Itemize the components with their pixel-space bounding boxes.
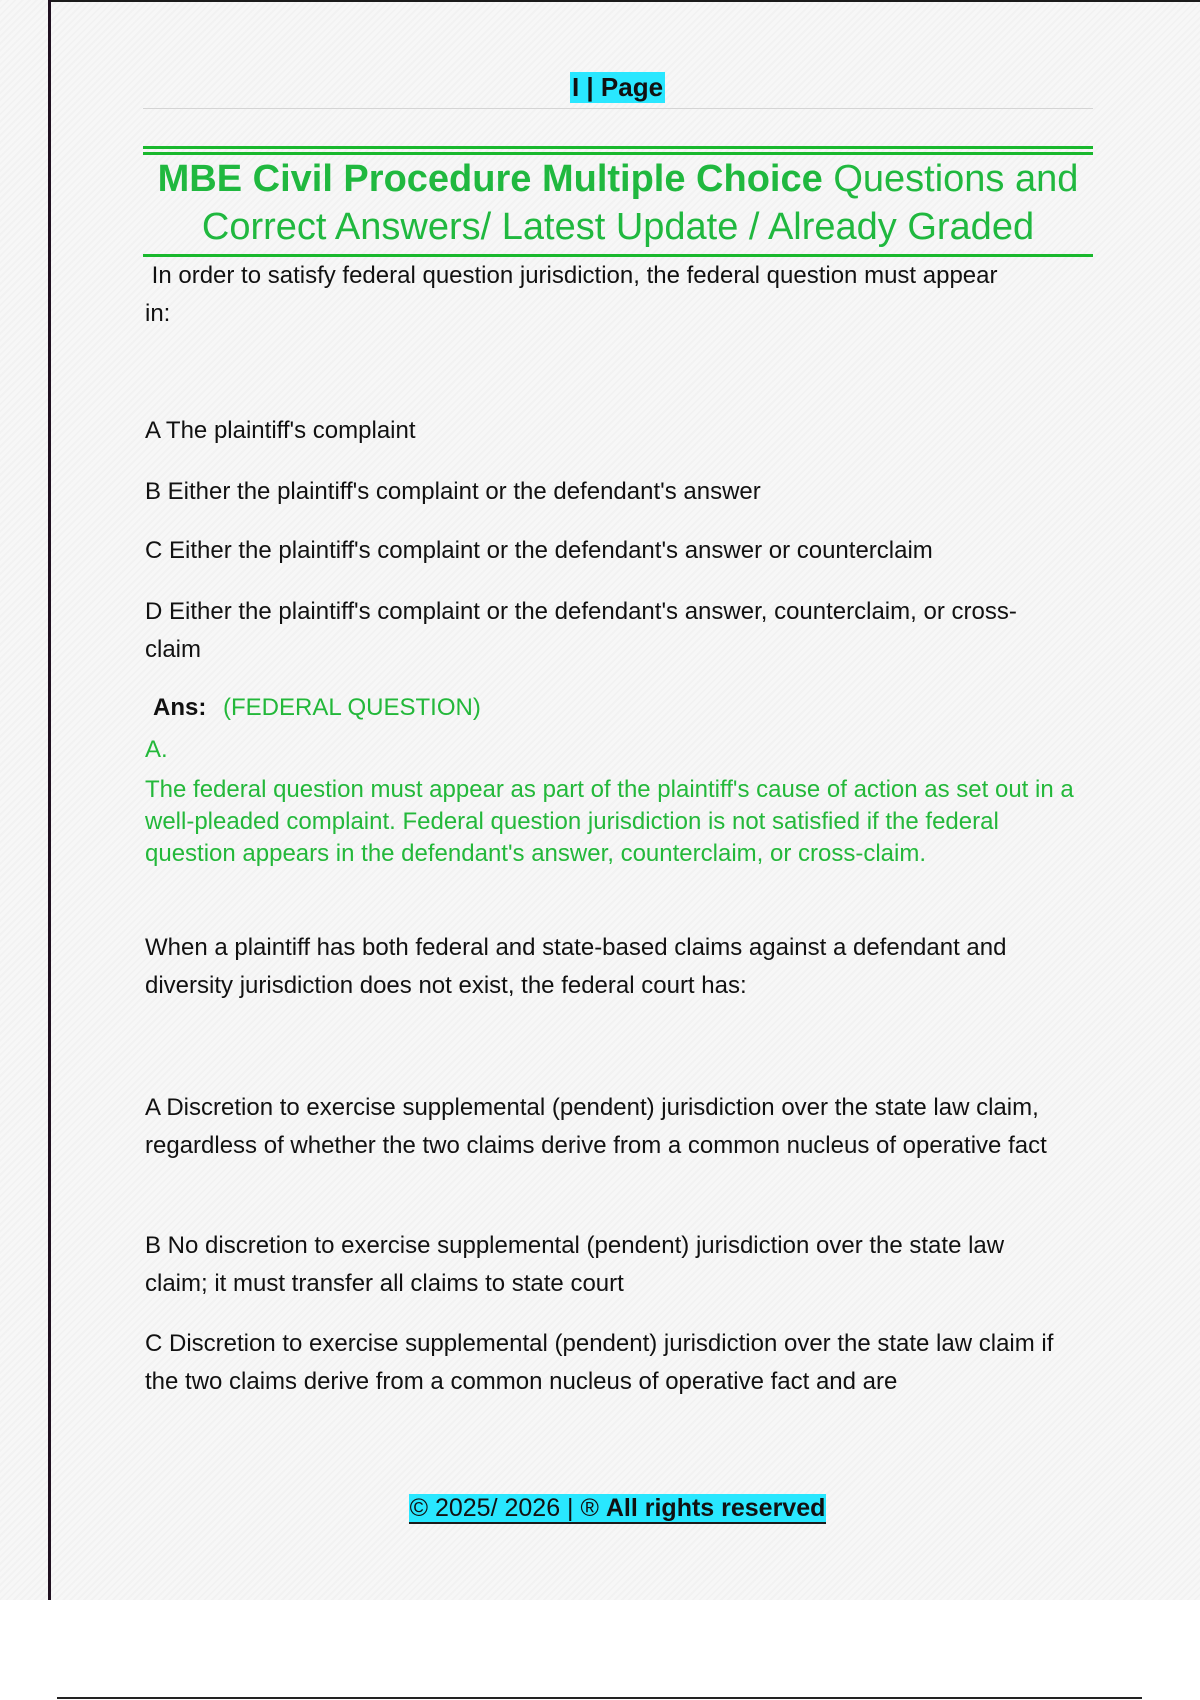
copyright-rights: All rights reserved	[605, 1494, 826, 1522]
answer-letter: A.	[145, 736, 168, 763]
answer-label: Ans:	[153, 694, 207, 721]
title-bold: MBE Civil Procedure Multiple Choice	[157, 158, 823, 200]
title-double-rule	[143, 146, 1093, 155]
copyright-years: © 2025/ 2026 | ®	[409, 1494, 599, 1522]
top-border	[50, 0, 1200, 2]
question-2-option-a: A Discretion to exercise supplemental (pendent) jurisdiction over the state law claim, regardless of whether the two claims derive from a common nucleus of operative fact	[145, 1094, 1047, 1159]
answer-line	[153, 689, 481, 727]
question-2-option-b: B No discretion to exercise supplemental (pendent) jurisdiction over the state law claim; it must transfer all claims to state court	[145, 1232, 1005, 1297]
question-1-prompt-line-1: In order to satisfy federal question jurisdiction, the federal question must appear	[145, 262, 998, 289]
answer-explanation: The federal question must appear as part of the plaintiff's cause of action as set out in a well-pleaded complaint. Federal question jurisdiction is not satisfied if the federal question appears in the defendant's answer, counterclaim, or cross-claim.	[145, 776, 1074, 867]
question-1-option-d: D Either the plaintiff's complaint or the defendant's answer, counterclaim, or cross-claim	[145, 598, 1017, 663]
page-footer	[0, 1494, 1200, 1524]
header-divider	[143, 108, 1093, 109]
question-1-option-b: B Either the plaintiff's complaint or the defendant's answer	[145, 478, 761, 505]
question-2-option-c: C Discretion to exercise supplemental (pendent) jurisdiction over the state law claim if the two claims derive from a common nucleus of operative fact and are	[145, 1330, 1054, 1395]
page-header	[0, 72, 1200, 103]
page-label: I | Page	[571, 72, 664, 102]
bottom-rule	[57, 1697, 1142, 1699]
question-1-prompt	[145, 257, 1085, 333]
question-1-option-a: A The plaintiff's complaint	[145, 417, 416, 444]
question-1-option-c: C Either the plaintiff's complaint or the defendant's answer or counterclaim	[145, 537, 933, 564]
question-2-prompt: When a plaintiff has both federal and state-based claims against a defendant and diversity jurisdiction does not exist, the federal court has:	[145, 934, 1007, 999]
question-1-prompt-line-2: in:	[145, 300, 171, 327]
left-margin-rule	[48, 0, 51, 1600]
copyright-notice	[409, 1494, 827, 1524]
answer-topic: (FEDERAL QUESTION)	[223, 694, 481, 721]
document-title	[143, 155, 1093, 251]
title-regular: Questions and Correct Answers/ Latest Update / Already Graded	[201, 158, 1079, 248]
